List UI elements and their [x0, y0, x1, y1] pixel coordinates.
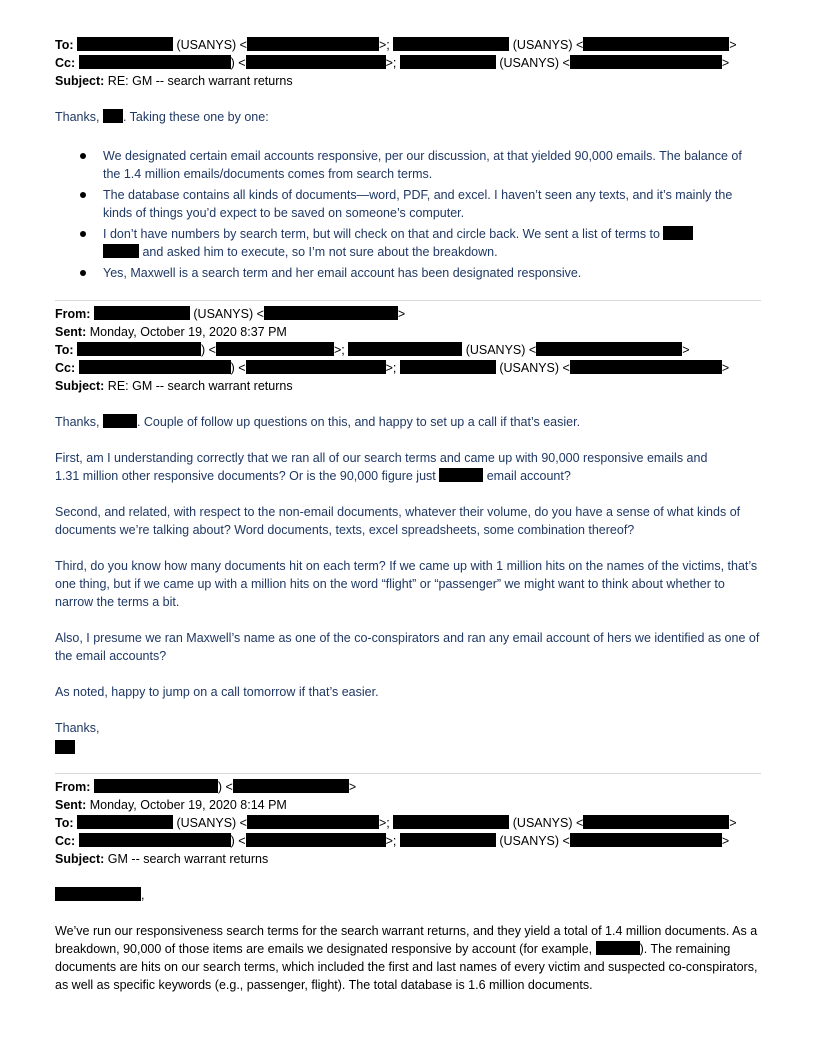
org-tag: (USANYS) < [512, 38, 584, 52]
redaction [348, 342, 462, 356]
cc-line [55, 359, 729, 377]
redaction [246, 360, 386, 374]
redaction [94, 779, 218, 793]
redaction [570, 55, 722, 69]
bullet-dot [80, 153, 86, 159]
paragraph-line: First, am I understanding correctly that we ran all of our search terms and came up with 90,000 responsive emails and [55, 451, 708, 465]
paren-close: ) < [230, 361, 246, 375]
subject-text: GM -- search warrant returns [107, 852, 269, 866]
redaction [663, 226, 693, 240]
cc-line [55, 54, 729, 72]
close-bracket: > [721, 361, 730, 375]
sent-label: Sent: [55, 798, 87, 812]
to-label: To: [55, 343, 74, 357]
close-bracket: > [348, 780, 357, 794]
redaction [77, 342, 201, 356]
subject-label: Subject: [55, 74, 105, 88]
org-tag: (USANYS) < [499, 834, 570, 848]
redaction [233, 779, 349, 793]
bullet-item: Yes, Maxwell is a search term and her email account has been designated responsive. [103, 266, 582, 280]
bullet-item: We designated certain email accounts responsive, per our discussion, at that yielded 90,000 emails. The balance of the 1.4 million emails/documents comes from search terms. [103, 149, 742, 181]
cc-line [55, 832, 729, 850]
cc-label: Cc: [55, 834, 76, 848]
close-bracket: > [729, 816, 737, 830]
subject-line [55, 377, 293, 395]
closing: Thanks, [55, 721, 100, 735]
redaction [596, 941, 640, 955]
divider [55, 773, 761, 774]
close-bracket: > [729, 38, 737, 52]
divider [55, 300, 761, 301]
cc-label: Cc: [55, 56, 76, 70]
redaction [439, 468, 483, 482]
redaction [55, 887, 141, 901]
org-tag: (USANYS) < [499, 56, 570, 70]
to-line [55, 36, 737, 54]
redaction [264, 306, 398, 320]
redaction [79, 55, 231, 69]
close-bracket: > [721, 834, 730, 848]
separator: >; [379, 38, 390, 52]
to-line [55, 814, 737, 832]
paragraph-line [55, 467, 571, 485]
paragraph-text: email account? [486, 469, 571, 483]
close-bracket: > [397, 307, 406, 321]
paren-close: ) < [217, 780, 233, 794]
paragraph: Third, do you know how many documents hit on each term? If we came up with 1 million hits on the names of the victims, that’s one thing, but if we came up with a million hits on the word “flight” or “passenger” we might want to think about whether to narrow the terms a bit. [55, 559, 758, 609]
bullet-dot [80, 270, 86, 276]
separator: >; [379, 816, 390, 830]
subject-text: RE: GM -- search warrant returns [107, 379, 293, 393]
close-bracket: > [682, 343, 690, 357]
greeting-text: . Couple of follow up questions on this, and happy to set up a call if that’s easier. [136, 415, 581, 429]
sent-date: Monday, October 19, 2020 8:14 PM [89, 798, 287, 812]
cc-label: Cc: [55, 361, 76, 375]
redaction [77, 815, 173, 829]
org-tag: (USANYS) < [176, 38, 247, 52]
subject-label: Subject: [55, 379, 105, 393]
redaction [216, 342, 334, 356]
bullet-item-continued [103, 243, 753, 261]
redaction [400, 55, 496, 69]
signature-redaction [55, 740, 75, 754]
greeting-comma: , [141, 888, 145, 902]
paren-close: ) < [201, 343, 216, 357]
redaction [103, 244, 139, 258]
redaction [247, 37, 379, 51]
from-line [55, 305, 405, 323]
separator: >; [385, 361, 397, 375]
org-tag: (USANYS) < [193, 307, 264, 321]
redaction [103, 109, 123, 123]
redaction [247, 815, 379, 829]
separator: >; [385, 834, 397, 848]
bullet-item: The database contains all kinds of documents—word, PDF, and excel. I haven’t seen any texts, and it’s mainly the kinds of things you’d expect to be saved on someone’s computer. [103, 188, 733, 220]
greeting-text: Thanks, [55, 415, 100, 429]
separator: >; [385, 56, 397, 70]
paren-close: ) < [230, 56, 246, 70]
redaction [246, 833, 386, 847]
paragraph [55, 922, 765, 994]
redaction [393, 37, 509, 51]
org-tag: (USANYS) < [176, 816, 247, 830]
greeting [55, 886, 144, 904]
redaction [393, 815, 509, 829]
to-label: To: [55, 38, 74, 52]
redaction [583, 815, 729, 829]
separator: >; [333, 343, 345, 357]
org-tag: (USANYS) < [512, 816, 584, 830]
redaction [570, 833, 722, 847]
to-line [55, 341, 690, 359]
redaction [400, 360, 496, 374]
greeting [55, 108, 269, 126]
redaction [103, 414, 137, 428]
redaction [246, 55, 386, 69]
redaction [583, 37, 729, 51]
greeting-text: Thanks, [55, 110, 100, 124]
org-tag: (USANYS) < [465, 343, 537, 357]
greeting-text: . Taking these one by one: [122, 110, 269, 124]
paragraph-text: 1.31 million other responsive documents? Or is the 90,000 figure just [55, 469, 436, 483]
from-line [55, 778, 356, 796]
subject-line [55, 72, 293, 90]
bullet-item [103, 225, 753, 243]
redaction [94, 306, 190, 320]
paragraph-text: ). The remaining documents are hits on our search terms, which included the first and last names of every victim and suspected co-conspirators, as well as specific keywords (e.g., passenger, flight). The total database is 1.6 million documents. [55, 942, 758, 992]
paragraph: Also, I presume we ran Maxwell’s name as one of the co-conspirators and ran any email account of hers we identified as one of the email accounts? [55, 631, 760, 663]
from-label: From: [55, 780, 91, 794]
bullet-dot [80, 231, 86, 237]
to-label: To: [55, 816, 74, 830]
sent-label: Sent: [55, 325, 87, 339]
redaction [570, 360, 722, 374]
bullet-dot [80, 192, 86, 198]
paragraph-text: We’ve run our responsiveness search terms for the search warrant returns, and they yield a total of 1.4 million documents. As a breakdown, 90,000 of those items are emails we designated responsive by account (for example, [55, 924, 758, 956]
from-label: From: [55, 307, 91, 321]
paragraph: As noted, happy to jump on a call tomorrow if that’s easier. [55, 685, 379, 699]
redaction [79, 360, 231, 374]
redaction [77, 37, 173, 51]
subject-line [55, 850, 268, 868]
org-tag: (USANYS) < [499, 361, 570, 375]
subject-label: Subject: [55, 852, 105, 866]
sent-line [55, 796, 287, 814]
paren-close: ) < [230, 834, 246, 848]
close-bracket: > [721, 56, 730, 70]
redaction [536, 342, 682, 356]
bullet-text: I don’t have numbers by search term, but will check on that and circle back. We sent a list of terms to [103, 227, 660, 241]
redaction [400, 833, 496, 847]
paragraph: Second, and related, with respect to the non-email documents, whatever their volume, do you have a sense of what kinds of documents we’re talking about? Word documents, texts, excel spreadsheets, some combination thereof? [55, 505, 741, 537]
subject-text: RE: GM -- search warrant returns [107, 74, 293, 88]
redaction [79, 833, 231, 847]
sent-line [55, 323, 287, 341]
greeting [55, 413, 580, 431]
sent-date: Monday, October 19, 2020 8:37 PM [89, 325, 287, 339]
bullet-text: and asked him to execute, so I’m not sure about the breakdown. [142, 245, 498, 259]
